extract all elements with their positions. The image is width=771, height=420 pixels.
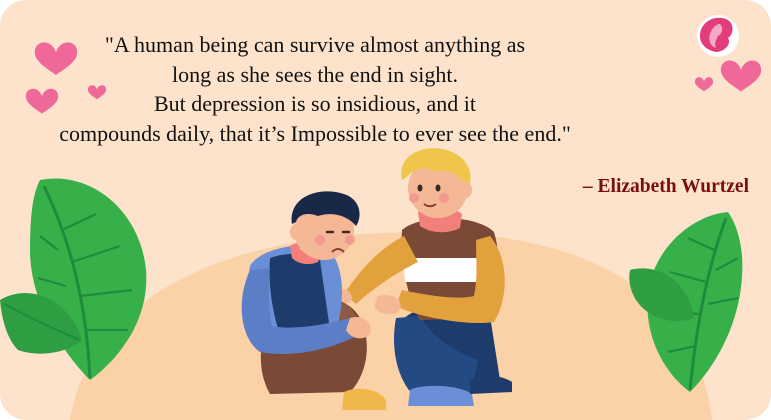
quote-text <box>30 30 600 148</box>
quote-line: long as she sees the end in sight. <box>172 61 458 87</box>
woman-profile-logo-icon <box>697 15 739 57</box>
quote-author: – Elizabeth Wurtzel <box>582 176 749 197</box>
quote-line: compounds daily, that it’s Impossible to ever see the end." <box>59 120 571 146</box>
quote-line: "A human being can survive almost anything as <box>104 32 526 57</box>
heart-icon <box>695 77 713 91</box>
quote-line: But depression is so insidious, and it <box>153 91 477 116</box>
heart-icon <box>721 60 761 92</box>
